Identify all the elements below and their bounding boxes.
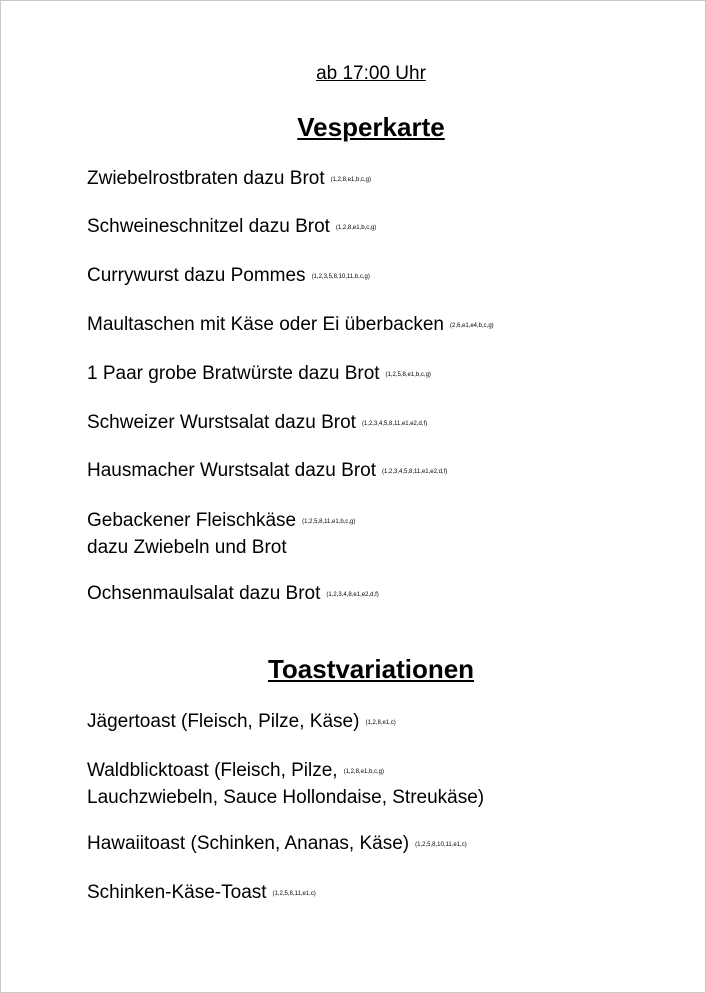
menu-item <box>87 361 431 388</box>
menu-item <box>87 458 447 485</box>
item-name: Currywurst dazu Pommes <box>87 265 306 286</box>
menu-item <box>87 214 376 241</box>
item-name-continued: dazu Zwiebeln und Brot <box>87 537 287 558</box>
allergen-codes: (1,2,8,e1,c) <box>365 720 396 726</box>
item-name: Hawaiitoast (Schinken, Ananas, Käse) <box>87 833 410 854</box>
item-name: Gebackener Fleischkäse <box>87 510 297 531</box>
section-title-vesperkarte: Vesperkarte <box>297 112 445 142</box>
item-name: Jägertoast (Fleisch, Pilze, Käse) <box>87 711 360 732</box>
item-name: Zwiebelrostbraten dazu Brot <box>87 168 325 189</box>
allergen-codes: (1,2,3,4,5,8,11,e1,e2,d,f) <box>382 469 448 475</box>
menu-item <box>87 581 379 608</box>
allergen-codes: (1,2,5,8,e1,b,c,g) <box>385 372 431 378</box>
item-name: Ochsenmaulsalat dazu Brot <box>87 583 321 604</box>
allergen-codes: (1,2,5,8,11,e1,b,c,g) <box>302 519 356 525</box>
allergen-codes: (1,2,8,e1,b,c,g) <box>343 769 384 775</box>
menu-item <box>87 410 427 437</box>
menu-item <box>87 166 371 193</box>
item-name: Maultaschen mit Käse oder Ei überbacken <box>87 314 444 335</box>
menu-item <box>87 831 467 858</box>
menu-item <box>87 880 316 907</box>
menu-item <box>87 263 370 290</box>
allergen-codes: (1,2,3,4,8,e1,e2,d,f) <box>326 592 379 598</box>
section-title-toastvariationen: Toastvariationen <box>267 654 475 684</box>
menu-item <box>87 312 494 339</box>
allergen-codes: (1,2,8,e1,b,c,g) <box>335 225 377 231</box>
item-name: Schweineschnitzel dazu Brot <box>87 216 330 237</box>
menu-item <box>87 709 396 736</box>
item-name: Waldblicktoast (Fleisch, Pilze, <box>87 760 338 781</box>
item-name: Hausmacher Wurstsalat dazu Brot <box>87 460 376 481</box>
item-name: Schinken-Käse-Toast <box>87 882 267 903</box>
menu-item <box>87 758 484 810</box>
item-name-continued: Lauchzwiebeln, Sauce Hollondaise, Streukäse) <box>87 787 485 808</box>
allergen-codes: (1,2,5,8,11,e1,c) <box>272 891 316 897</box>
allergen-codes: (1,2,5,8,10,11,e1,c) <box>415 842 467 848</box>
allergen-codes: (2,6,e1,e4,b,c,g) <box>449 323 494 329</box>
item-name: Schweizer Wurstsalat dazu Brot <box>87 412 356 433</box>
allergen-codes: (1,2,8,e1,b,c,g) <box>330 177 371 183</box>
allergen-codes: (1,2,3,4,5,8,11,e1,e2,d,f) <box>361 421 428 427</box>
menu-item <box>87 508 355 560</box>
allergen-codes: (1,2,3,5,8,10,11,b,c,g) <box>311 274 370 280</box>
time-note: ab 17:00 Uhr <box>316 63 426 84</box>
item-name: 1 Paar grobe Bratwürste dazu Brot <box>87 363 380 384</box>
